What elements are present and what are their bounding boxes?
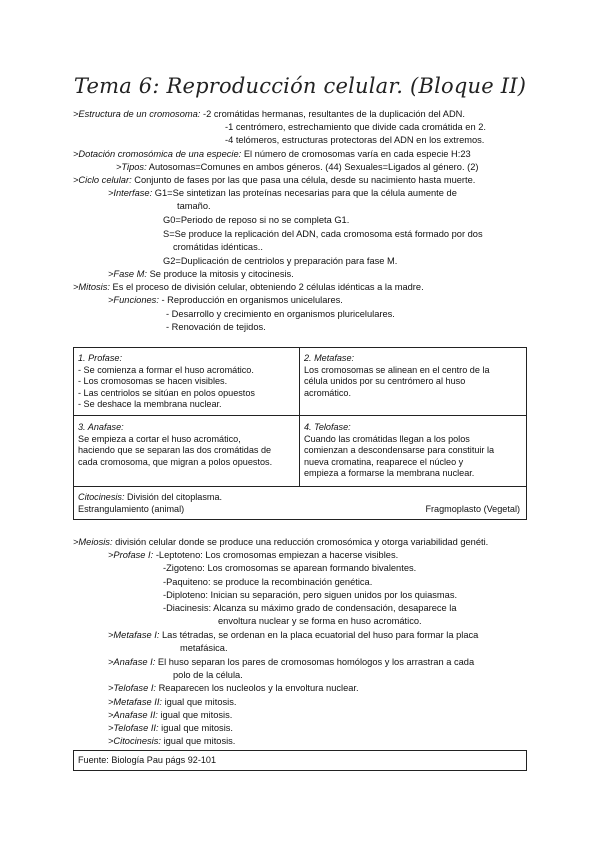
telofase-line-4: empieza a formarse la membrana nuclear. xyxy=(304,468,475,479)
profase-line-1: - Se comienza a formar el huso acromático. xyxy=(78,364,254,375)
fuente-text: Fuente: Biología Pau págs 92-101 xyxy=(78,755,217,765)
telofase1-text: Reaparecen los nucleolos y la envoltura nuclear. xyxy=(158,683,359,693)
profase-cell xyxy=(78,353,296,411)
anafase1-text: El huso separan los pares de cromosomas homólogos y los arrastran a cada xyxy=(157,657,475,667)
profase1-diploteno: -Diploteno: Inician su separación, pero siguen unidos por los quiasmas. xyxy=(163,590,458,600)
profase1-diacinesis-cont: envoltura nuclear y se forma en huso acromático. xyxy=(218,616,422,626)
telofase2-label: >Telofase II: xyxy=(108,723,159,733)
funciones-line xyxy=(108,294,343,306)
anafase-line-3: cada cromosoma, que migran a polos opuestos. xyxy=(78,456,273,467)
citocinesis-line xyxy=(78,492,522,504)
meiosis-text: división celular donde se produce una reducción cromosómica y otorga variabilidad genéti. xyxy=(115,537,489,547)
anafase-title: 3. Anafase: xyxy=(78,422,124,432)
metafase-line-1: Los cromosomas se alinean en el centro de la xyxy=(304,364,490,375)
telofase-line-2: comienzan a descondensarse para constituir la xyxy=(304,445,495,456)
mitosis-text: Es el proceso de división celular, obteniendo 2 células idénticas a la madre. xyxy=(112,282,424,292)
anafase1-cont: polo de la célula. xyxy=(173,670,243,680)
profase-title: 1. Profase: xyxy=(78,353,122,363)
estructura-line-1 xyxy=(73,108,465,120)
metafase2-text: igual que mitosis. xyxy=(164,697,237,707)
ciclo-text: Conjunto de fases por las que pasa una célula, desde su nacimiento hasta muerte. xyxy=(134,175,476,185)
anafase2-line xyxy=(108,709,232,721)
citocinesis-text: División del citoplasma. xyxy=(127,492,223,502)
funciones-3: - Renovación de tejidos. xyxy=(166,322,266,332)
interfase-label: >Interfase: xyxy=(108,188,153,198)
profase1-diacinesis: -Diacinesis: Alcanza su máximo grado de condensación, desaparece la xyxy=(163,603,457,613)
profase1-paquiteno: -Paquiteno: se produce la recombinación genética. xyxy=(163,577,373,587)
citocinesis-vegetal: Fragmoplasto (Vegetal) xyxy=(425,503,520,514)
citocinesis2-text: igual que mitosis. xyxy=(163,736,236,746)
telofase-line-1: Cuando las cromátidas llegan a los polos xyxy=(304,433,470,444)
fasem-line xyxy=(108,268,294,280)
anafase-line-1: Se empieza a cortar el huso acromático, xyxy=(78,433,241,444)
page-title: Tema 6: Reproducción celular. (Bloque II) xyxy=(73,74,527,98)
interfase-s: S=Se produce la replicación del ADN, cada cromosoma está formado por dos xyxy=(163,229,483,239)
funciones-2: - Desarrollo y crecimiento en organismos pluricelulares. xyxy=(166,309,395,319)
metafase-line-2: célula unidos por su centrómero al huso xyxy=(304,376,466,387)
metafase-line-3: acromático. xyxy=(304,387,352,398)
metafase-cell xyxy=(304,353,522,399)
mitosis-label: >Mitosis: xyxy=(73,282,110,292)
interfase-g1: G1=Se sintetizan las proteínas necesarias para que la célula aumente de xyxy=(154,188,457,198)
telofase-title: 4. Telofase: xyxy=(304,422,351,432)
anafase2-label: >Anafase II: xyxy=(108,710,158,720)
citocinesis2-line xyxy=(108,735,235,747)
dotacion-label: >Dotación cromosómica de una especie: xyxy=(73,149,242,159)
fasem-text: Se produce la mitosis y citocinesis. xyxy=(149,269,294,279)
citocinesis2-label: >Citocinesis: xyxy=(108,736,161,746)
telofase2-line xyxy=(108,722,233,734)
telofase1-label: >Telofase I: xyxy=(108,683,156,693)
ciclo-line xyxy=(73,174,475,186)
estructura-text-1: -2 cromátidas hermanas, resultantes de la duplicación del ADN. xyxy=(202,109,465,119)
funciones-label: >Funciones: xyxy=(108,295,159,305)
anafase-cell xyxy=(78,422,296,468)
profase1-leptoteno: -Leptoteno: Los cromosomas empiezan a hacerse visibles. xyxy=(155,550,399,560)
metafase1-cont: metafásica. xyxy=(180,643,228,653)
profase1-label: >Profase I: xyxy=(108,550,154,560)
telofase-cell xyxy=(304,422,524,480)
tipos-line xyxy=(116,161,478,173)
profase-line-2: - Los cromosomas se hacen visibles. xyxy=(78,376,228,387)
metafase2-line xyxy=(108,696,236,708)
profase-line-4: - Se deshace la membrana nuclear. xyxy=(78,399,222,410)
dotacion-text: El número de cromosomas varía en cada especie H:23 xyxy=(243,149,471,159)
telofase1-line xyxy=(108,682,359,694)
metafase-title: 2. Metafase: xyxy=(304,353,355,363)
estructura-label: >Estructura de un cromosoma: xyxy=(73,109,201,119)
interfase-g1-cont: tamaño. xyxy=(177,201,211,211)
citocinesis-cell xyxy=(78,492,522,516)
table-middle-divider xyxy=(74,415,526,416)
meiosis-line xyxy=(73,536,488,548)
meiosis-label: >Meiosis: xyxy=(73,537,113,547)
estructura-text-3: -4 telómeros, estructuras protectoras del ADN en los extremos. xyxy=(225,135,485,145)
table-vertical-divider xyxy=(299,348,300,487)
funciones-1: - Reproducción en organismos unicelulares. xyxy=(161,295,343,305)
tipos-text: Autosomas=Comunes en ambos géneros. (44) Sexuales=Ligados al género. (2) xyxy=(148,162,479,172)
fasem-label: >Fase M: xyxy=(108,269,148,279)
metafase1-text: Las tétradas, se ordenan en la placa ecuatorial del huso para formar la placa xyxy=(162,630,479,640)
anafase1-line xyxy=(108,656,474,668)
interfase-g0: G0=Periodo de reposo si no se completa G1. xyxy=(163,215,350,225)
anafase1-label: >Anafase I: xyxy=(108,657,156,667)
fuente-box xyxy=(73,750,527,771)
profase1-zigoteno: -Zigoteno: Los cromosomas se aparean formando bivalentes. xyxy=(163,563,417,573)
telofase-line-3: nueva cromatina, reaparece el núcleo y xyxy=(304,456,464,467)
tipos-label: >Tipos: xyxy=(116,162,147,172)
telofase2-text: igual que mitosis. xyxy=(161,723,234,733)
citocinesis-animal: Estrangulamiento (animal) xyxy=(78,503,185,514)
dotacion-line xyxy=(73,148,471,160)
metafase1-line xyxy=(108,629,478,641)
mitosis-line xyxy=(73,281,424,293)
profase-line-3: - Las centriolos se sitúan en polos opuestos xyxy=(78,387,255,398)
anafase2-text: igual que mitosis. xyxy=(160,710,233,720)
anafase-line-2: haciendo que se separan las dos cromátidas de xyxy=(78,445,272,456)
table-citocinesis-divider xyxy=(74,486,526,487)
estructura-text-2: -1 centrómero, estrechamiento que divide cada cromátida en 2. xyxy=(225,122,486,132)
interfase-s-cont: cromátidas idénticas.. xyxy=(173,242,263,252)
citocinesis-label: Citocinesis: xyxy=(78,492,125,502)
interfase-line xyxy=(108,187,457,199)
interfase-g2: G2=Duplicación de centriolos y preparación para fase M. xyxy=(163,256,398,266)
profase1-line xyxy=(108,549,398,561)
metafase1-label: >Metafase I: xyxy=(108,630,160,640)
metafase2-label: >Metafase II: xyxy=(108,697,163,707)
ciclo-label: >Ciclo celular: xyxy=(73,175,132,185)
